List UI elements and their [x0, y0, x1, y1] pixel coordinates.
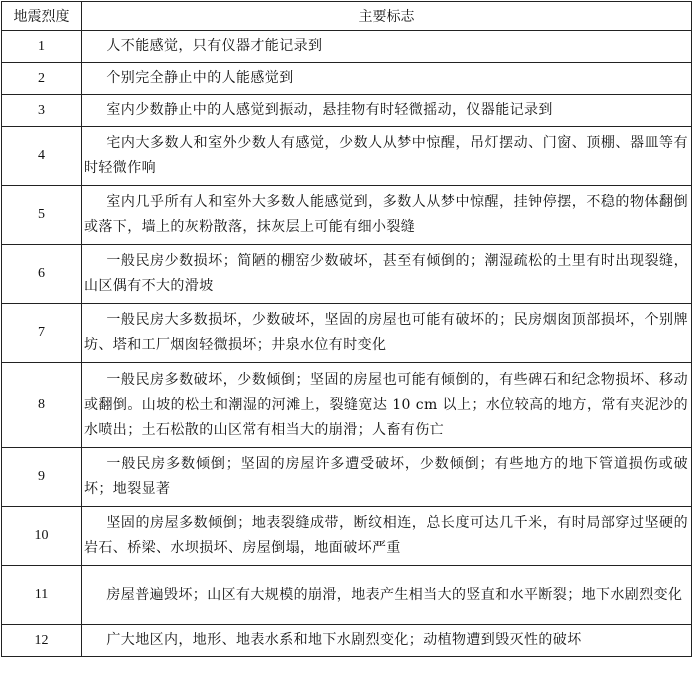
intensity-level: 9 [2, 448, 82, 507]
table-row [2, 186, 692, 245]
intensity-level: 1 [2, 31, 82, 63]
table-row [2, 245, 692, 304]
table-row [2, 63, 692, 95]
table-row [2, 363, 692, 448]
intensity-description: 一般民房少数损坏；简陋的棚窑少数破坏，甚至有倾倒的；潮湿疏松的土里有时出现裂缝，山区偶有不大的滑坡 [82, 245, 692, 304]
intensity-description: 一般民房多数倾倒；坚固的房屋许多遭受破坏，少数倾倒；有些地方的地下管道损伤或破坏；地裂显著 [82, 448, 692, 507]
table-row [2, 95, 692, 127]
table-row [2, 127, 692, 186]
table-row [2, 566, 692, 625]
intensity-level: 8 [2, 363, 82, 448]
intensity-level: 12 [2, 625, 82, 657]
intensity-description: 室内少数静止中的人感觉到振动，悬挂物有时轻微摇动，仪器能记录到 [82, 95, 692, 127]
intensity-level: 6 [2, 245, 82, 304]
intensity-description: 一般民房大多数损坏，少数破坏，坚固的房屋也可能有破坏的；民房烟囱顶部损坏，个别牌坊、塔和工厂烟囱轻微损坏；井泉水位有时变化 [82, 304, 692, 363]
intensity-level: 7 [2, 304, 82, 363]
intensity-level: 5 [2, 186, 82, 245]
table-row [2, 507, 692, 566]
intensity-description: 坚固的房屋多数倾倒；地表裂缝成带，断纹相连，总长度可达几千米，有时局部穿过坚硬的岩石、桥梁、水坝损坏、房屋倒塌，地面破坏严重 [82, 507, 692, 566]
intensity-level: 3 [2, 95, 82, 127]
intensity-level: 2 [2, 63, 82, 95]
intensity-table [1, 1, 692, 657]
intensity-level: 11 [2, 566, 82, 625]
table-row [2, 31, 692, 63]
table-row [2, 304, 692, 363]
intensity-description: 宅内大多数人和室外少数人有感觉，少数人从梦中惊醒，吊灯摆动、门窗、顶棚、器皿等有时轻微作响 [82, 127, 692, 186]
table-header-row [2, 2, 692, 31]
intensity-description: 房屋普遍毁坏；山区有大规模的崩滑，地表产生相当大的竖直和水平断裂；地下水剧烈变化 [82, 566, 692, 625]
intensity-level: 10 [2, 507, 82, 566]
table-row [2, 625, 692, 657]
intensity-description: 广大地区内，地形、地表水系和地下水剧烈变化；动植物遭到毁灭性的破坏 [82, 625, 692, 657]
header-signs: 主要标志 [82, 2, 692, 31]
intensity-description: 一般民房多数破坏，少数倾倒；坚固的房屋也可能有倾倒的，有些碑石和纪念物损坏、移动或翻倒。山坡的松土和潮湿的河滩上，裂缝宽达 10 cm 以上；水位较高的地方，常有夹泥沙的水喷出；土石松散的山区常有相当大的崩滑；人畜有伤亡 [82, 363, 692, 448]
intensity-description: 室内几乎所有人和室外大多数人能感觉到，多数人从梦中惊醒，挂钟停摆，不稳的物体翻倒或落下，墙上的灰粉散落，抹灰层上可能有细小裂缝 [82, 186, 692, 245]
header-level: 地震烈度 [2, 2, 82, 31]
intensity-description: 个别完全静止中的人能感觉到 [82, 63, 692, 95]
intensity-description: 人不能感觉，只有仪器才能记录到 [82, 31, 692, 63]
intensity-level: 4 [2, 127, 82, 186]
table-row [2, 448, 692, 507]
